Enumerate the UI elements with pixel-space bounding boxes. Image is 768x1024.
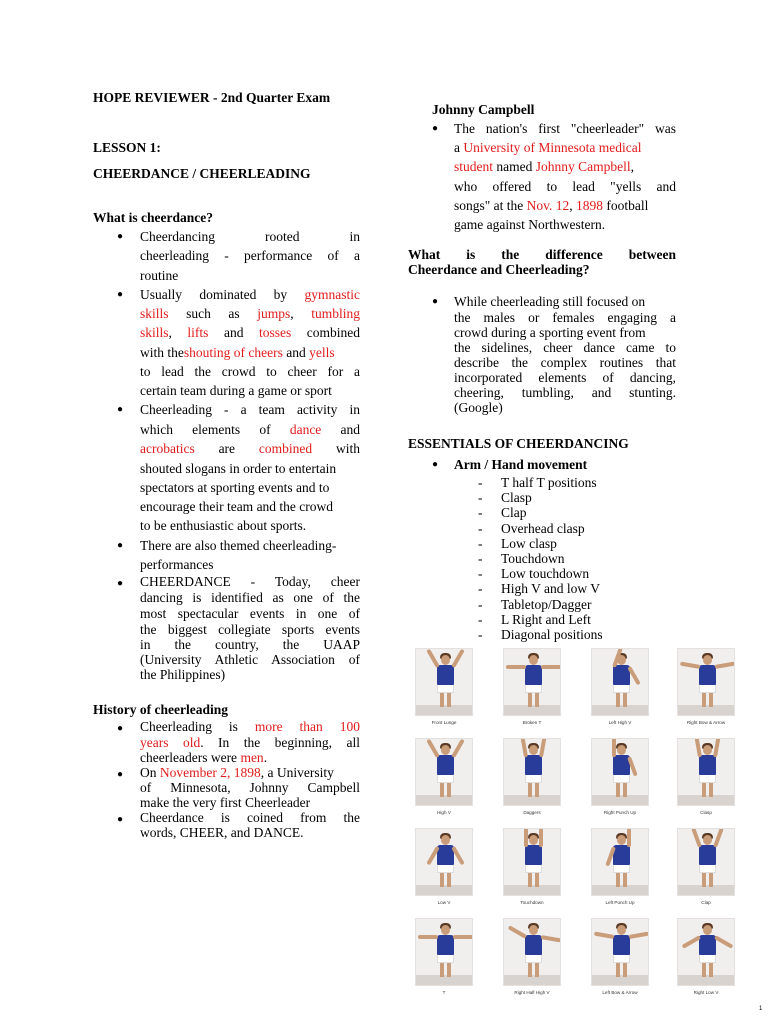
text-line: routine: [140, 268, 179, 283]
photo-caption: Right Low V: [693, 990, 719, 995]
text-line: The nation's first "cheerleader" was: [454, 121, 676, 136]
photo-caption: High V: [437, 810, 451, 815]
text-line: Cheerleading - a team activity in: [140, 402, 360, 417]
cheerleader-figure-image: [591, 648, 649, 716]
cheerleader-figure-image: [677, 828, 735, 896]
arm-position-item: L Right and Left: [501, 611, 591, 627]
bullet-icon: ●: [432, 123, 439, 134]
text-line: incorporated elements of dancing,: [454, 370, 676, 385]
text-line: cheerleaders were men.: [140, 750, 268, 765]
text-line: Usually dominated by gymnastic: [140, 287, 361, 302]
cheer-position-photo: [412, 828, 476, 905]
text-line: most spectacular events in one of: [140, 606, 360, 621]
arm-position-item: Clasp: [501, 490, 532, 506]
cheerleader-figure-image: [591, 918, 649, 986]
cheer-position-photo: [412, 738, 476, 815]
text-line: encourage their team and the crowd: [140, 499, 334, 514]
cheerleader-figure-image: [503, 738, 561, 806]
text-line: cheering, tumbling, and stunting.: [454, 385, 676, 400]
arm-position-item: Clap: [501, 505, 527, 521]
text-line: skills, lifts and tosses combined: [140, 325, 361, 340]
photo-caption: Touchdown: [520, 900, 544, 905]
cheer-position-photo: [588, 648, 652, 725]
text-line: acrobatics are combined with: [140, 441, 360, 456]
difference-heading-line1: What is the difference between: [408, 247, 676, 262]
lesson-label: LESSON 1:: [93, 140, 161, 155]
arm-position-item: Low touchdown: [501, 566, 590, 582]
cheer-position-photo: [588, 828, 652, 905]
text-line: to be enthusiastic about sports.: [140, 518, 307, 533]
cheer-position-photo: [500, 918, 564, 995]
bullet-icon: ●: [117, 578, 124, 589]
arm-position-item: Diagonal positions: [501, 627, 603, 642]
bullet-icon: ●: [432, 296, 439, 307]
bullet-icon: ●: [117, 540, 124, 551]
bullet-icon: ●: [117, 289, 124, 300]
cheerleader-figure-image: [677, 738, 735, 806]
essentials-heading: ESSENTIALS OF CHEERDANCING: [408, 436, 629, 451]
cheerleader-figure-image: [591, 738, 649, 806]
cheerleader-figure-image: [503, 918, 561, 986]
text-line: the Philippines): [140, 667, 226, 682]
text-line: skills such as jumps, tumbling: [140, 306, 361, 321]
difference-heading-line2: Cheerdance and Cheerleading?: [408, 262, 590, 277]
arm-position-item: Touchdown: [501, 551, 565, 566]
text-line: with theshouting of cheers and yells: [140, 345, 335, 360]
text-line: There are also themed cheerleading-: [140, 538, 337, 553]
photo-caption: Left Punch Up: [605, 900, 635, 905]
text-line: a University of Minnesota medical: [454, 140, 642, 155]
text-line: the males or females engaging a: [454, 310, 676, 325]
photo-caption: Clap: [701, 900, 711, 905]
cheerleader-figure-image: [677, 918, 735, 986]
cheerleader-figure-image: [677, 648, 735, 716]
arm-position-item: Overhead clasp: [501, 520, 585, 536]
text-line: CHEERDANCE - Today, cheer: [140, 574, 360, 589]
photo-caption: Right Punch Up: [603, 810, 637, 815]
bullet-icon: ●: [117, 231, 124, 242]
cheerleader-figure-image: [591, 828, 649, 896]
dash-marker: -: [478, 475, 483, 490]
text-line: shouted slogans in order to entertain: [140, 461, 337, 476]
arm-position-item: High V and low V: [501, 581, 601, 597]
arm-hand-movement-heading: Arm / Hand movement: [454, 457, 588, 472]
text-line: certain team during a game or sport: [140, 383, 332, 398]
cheer-position-photo: [500, 738, 564, 815]
bullet-icon: ●: [117, 769, 124, 780]
dash-marker: -: [478, 596, 483, 612]
photo-caption: Front Lunge: [431, 720, 457, 725]
text-line: in the country, the UAAP: [140, 637, 360, 652]
page-number: 1: [759, 1006, 763, 1012]
photo-caption: Clasp: [700, 810, 712, 815]
text-line: songs" at the Nov. 12, 1898 football: [454, 198, 649, 213]
dash-marker: -: [478, 520, 483, 536]
dash-marker: -: [478, 535, 483, 551]
cheer-position-photo: [588, 918, 652, 995]
dash-marker: -: [478, 581, 483, 597]
lesson-topic: CHEERDANCE / CHEERLEADING: [93, 166, 311, 181]
text-line: crowd during a sporting event from: [454, 325, 646, 340]
cheer-position-photo: [674, 918, 738, 995]
text-line: Cheerdance is coined from the: [140, 810, 360, 825]
photo-caption: Left Bow & Arrow: [602, 990, 638, 995]
dash-marker: -: [478, 566, 483, 582]
text-line: make the very first Cheerleader: [140, 795, 311, 810]
dash-marker: -: [478, 490, 483, 506]
photo-caption: T: [442, 990, 446, 995]
photo-caption: Right Bow & Arrow: [686, 720, 726, 725]
bullet-icon: ●: [117, 723, 124, 734]
cheerleader-figure-image: [415, 648, 473, 716]
johnny-campbell-heading: Johnny Campbell: [432, 102, 535, 117]
photo-caption: Daggers: [523, 810, 541, 815]
text-line: On November 2, 1898, a University: [140, 765, 334, 780]
text-line: (Google): [454, 400, 503, 415]
bullet-icon: ●: [432, 459, 439, 470]
dash-marker: -: [478, 551, 483, 566]
what-is-cheerdance-heading: What is cheerdance?: [93, 210, 213, 225]
cheerleader-figure-image: [503, 828, 561, 896]
text-line: While cheerleading still focused on: [454, 294, 646, 309]
bullet-icon: ●: [117, 404, 124, 415]
history-heading: History of cheerleading: [93, 702, 228, 717]
cheer-position-photo: [500, 648, 564, 725]
arm-position-item: Tabletop/Dagger: [501, 596, 592, 612]
cheerleader-figure-image: [415, 828, 473, 896]
cheer-position-photo: [412, 648, 476, 725]
photo-caption: Broken T: [522, 720, 542, 725]
cheer-position-photo: [588, 738, 652, 815]
text-line: who offered to lead "yells and: [454, 179, 676, 194]
cheer-position-photo: [412, 918, 476, 995]
arm-position-item: Low clasp: [501, 535, 557, 551]
text-line: student named Johnny Campbell,: [454, 159, 634, 174]
text-line: which elements of dance and: [140, 422, 361, 437]
cheer-position-photo: [674, 828, 738, 905]
cheerleader-figure-image: [503, 648, 561, 716]
text-line: spectators at sporting events and to: [140, 480, 330, 495]
arm-position-item: T half T positions: [501, 475, 597, 490]
text-line: performances: [140, 557, 214, 572]
dash-marker: -: [478, 627, 483, 642]
text-line: describe the complex routines that: [454, 355, 676, 370]
dash-marker: -: [478, 505, 483, 521]
bullet-icon: ●: [117, 814, 124, 825]
text-line: years old. In the beginning, all: [140, 735, 361, 750]
text-line: cheerleading - performance of a: [140, 248, 360, 263]
cheer-position-photo: [674, 738, 738, 815]
dash-marker: -: [478, 611, 483, 627]
text-line: Cheerleading is more than 100: [140, 719, 360, 734]
cheer-position-photo: [674, 648, 738, 725]
text-line: of Minnesota, Johnny Campbell: [140, 780, 360, 795]
text-line: (University Athletic Association of: [140, 652, 360, 667]
text-line: the biggest collegiate sports events: [140, 622, 360, 637]
photo-caption: Right Half High V: [514, 990, 550, 995]
text-line: Cheerdancing rooted in: [140, 229, 361, 244]
cheer-position-photo: [500, 828, 564, 905]
photo-caption: Low V: [437, 900, 451, 905]
text-line: words, CHEER, and DANCE.: [140, 825, 304, 840]
text-line: to lead the crowd to cheer for a: [140, 364, 360, 379]
photo-caption: Left High V: [608, 720, 632, 725]
document-title: HOPE REVIEWER - 2nd Quarter Exam: [93, 90, 331, 105]
text-line: the sidelines, cheer dance came to: [454, 340, 676, 355]
cheerleader-figure-image: [415, 738, 473, 806]
text-line: game against Northwestern.: [454, 217, 606, 232]
cheerleader-figure-image: [415, 918, 473, 986]
text-line: dancing is identified as one of the: [140, 590, 360, 605]
